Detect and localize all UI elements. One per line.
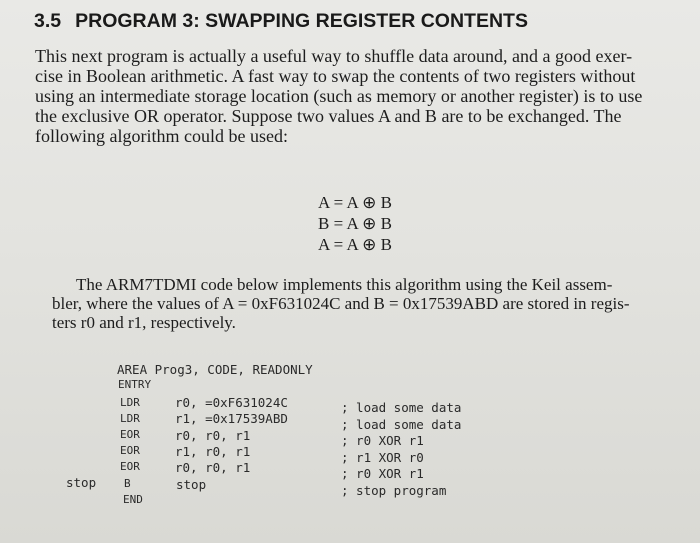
- section-title: PROGRAM 3: SWAPPING REGISTER CONTENTS: [75, 10, 528, 32]
- intro-line: using an intermediate storage location (such as memory or another register) is to use: [35, 86, 643, 106]
- code-operands: stop: [176, 477, 207, 492]
- intro-line: cise in Boolean arithmetic. A fast way to swap the contents of two registers without: [35, 66, 636, 86]
- body-line: The ARM7TDMI code below implements this algorithm using the Keil assem-: [76, 275, 613, 294]
- code-header-line: AREA Prog3, CODE, READONLY: [117, 362, 313, 377]
- code-mnemonic: EOR: [120, 428, 140, 441]
- code-mnemonic: EOR: [120, 460, 140, 473]
- body-line: ters r0 and r1, respectively.: [52, 313, 236, 332]
- code-comment: ; r0 XOR r1: [341, 433, 424, 448]
- intro-line: the exclusive OR operator. Suppose two values A and B are to be exchanged. The: [35, 106, 622, 126]
- code-comment: ; r0 XOR r1: [341, 466, 424, 481]
- code-operands: r0, r0, r1: [175, 428, 251, 443]
- intro-line: This next program is actually a useful way to shuffle data around, and a good exer-: [35, 46, 633, 66]
- equation: A = A ⊕ B: [318, 235, 392, 254]
- equation: A = A ⊕ B: [318, 193, 392, 212]
- section-number: 3.5: [34, 10, 62, 32]
- code-directive: ENTRY: [118, 378, 152, 391]
- code-mnemonic: EOR: [120, 444, 140, 457]
- code-comment: ; stop program: [341, 483, 447, 498]
- code-operands: r0, =0xF631024C: [175, 395, 288, 410]
- code-operands: r0, r0, r1: [175, 460, 251, 475]
- code-mnemonic: LDR: [120, 396, 140, 409]
- code-mnemonic: LDR: [120, 412, 140, 425]
- code-end-directive: END: [123, 493, 143, 506]
- equation: B = A ⊕ B: [318, 214, 392, 233]
- code-comment: ; load some data: [341, 417, 462, 432]
- code-comment: ; load some data: [341, 400, 462, 415]
- intro-line: following algorithm could be used:: [35, 126, 288, 146]
- code-mnemonic: B: [124, 477, 131, 490]
- intro-paragraph: [35, 46, 690, 146]
- body-paragraph: [52, 275, 692, 332]
- code-label: stop: [66, 475, 97, 490]
- code-comment: ; r1 XOR r0: [341, 450, 424, 465]
- body-line: bler, where the values of A = 0xF631024C and B = 0x17539ABD are stored in regis-: [52, 294, 630, 313]
- code-operands: r1, =0x17539ABD: [175, 411, 288, 426]
- section-heading: [34, 10, 528, 33]
- code-operands: r1, r0, r1: [175, 444, 251, 459]
